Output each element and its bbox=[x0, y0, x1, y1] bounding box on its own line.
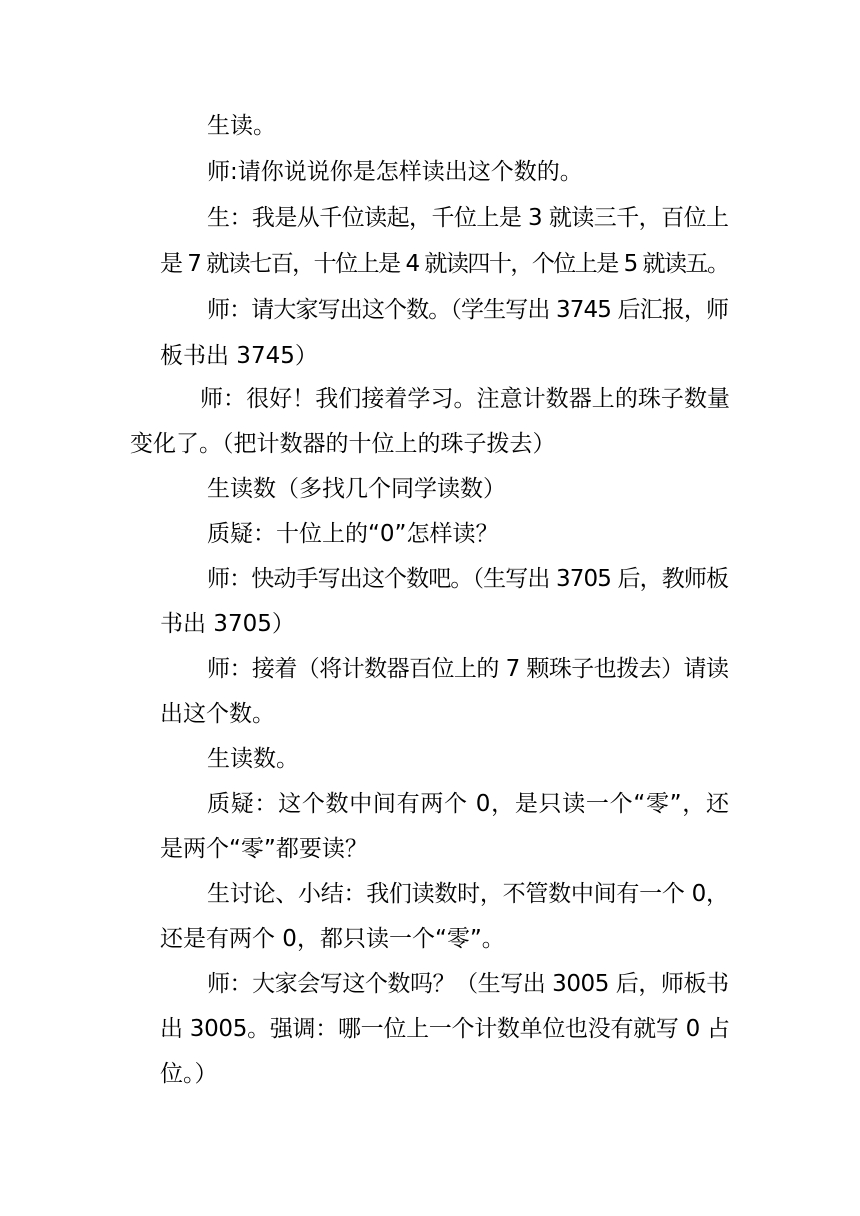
paragraph-line: 是 7 就读七百，十位上是 4 就读四十，个位上是 5 就读五。 bbox=[160, 251, 729, 277]
paragraph-line: 还是有两个 0，都只读一个“零”。 bbox=[160, 926, 505, 952]
paragraph-line: 生读数（多找几个同学读数） bbox=[207, 476, 506, 502]
paragraph-line: 师：接着（将计数器百位上的 7 颗珠子也拨去）请读 bbox=[207, 656, 729, 682]
paragraph-line: 师：快动手写出这个数吧。（生写出 3705 后，教师板 bbox=[207, 566, 729, 592]
paragraph-line: 师:请你说说你是怎样读出这个数的。 bbox=[207, 159, 583, 185]
paragraph-line: 出 3005。强调：哪一位上一个计数单位也没有就写 0 占 bbox=[160, 1016, 730, 1042]
paragraph-line: 师：很好！我们接着学习。注意计数器上的珠子数量 bbox=[200, 386, 731, 412]
paragraph-line: 板书出 3745） bbox=[160, 343, 318, 369]
paragraph-line: 师：请大家写出这个数。（学生写出 3745 后汇报，师 bbox=[207, 297, 729, 323]
paragraph-line: 出这个数。 bbox=[160, 701, 275, 727]
paragraph-line: 变化了。（把计数器的十位上的珠子拨去） bbox=[130, 431, 556, 457]
paragraph-line: 质疑：十位上的“0”怎样读？ bbox=[207, 521, 499, 547]
paragraph-line: 质疑：这个数中间有两个 0，是只读一个“零”，还 bbox=[207, 791, 730, 817]
paragraph-line: 位。） bbox=[160, 1061, 218, 1087]
paragraph-line: 生读数。 bbox=[207, 746, 299, 772]
paragraph-line: 书出 3705） bbox=[160, 611, 295, 637]
paragraph-line: 生讨论、小结：我们读数时，不管数中间有一个 0， bbox=[207, 881, 729, 907]
paragraph-line: 生读。 bbox=[207, 113, 276, 139]
paragraph-line: 是两个“零”都要读？ bbox=[160, 836, 368, 862]
paragraph-line: 生：我是从千位读起，千位上是 3 就读三千，百位上 bbox=[207, 205, 729, 231]
paragraph-line: 师：大家会写这个数吗？（生写出 3005 后，师板书 bbox=[207, 971, 729, 997]
